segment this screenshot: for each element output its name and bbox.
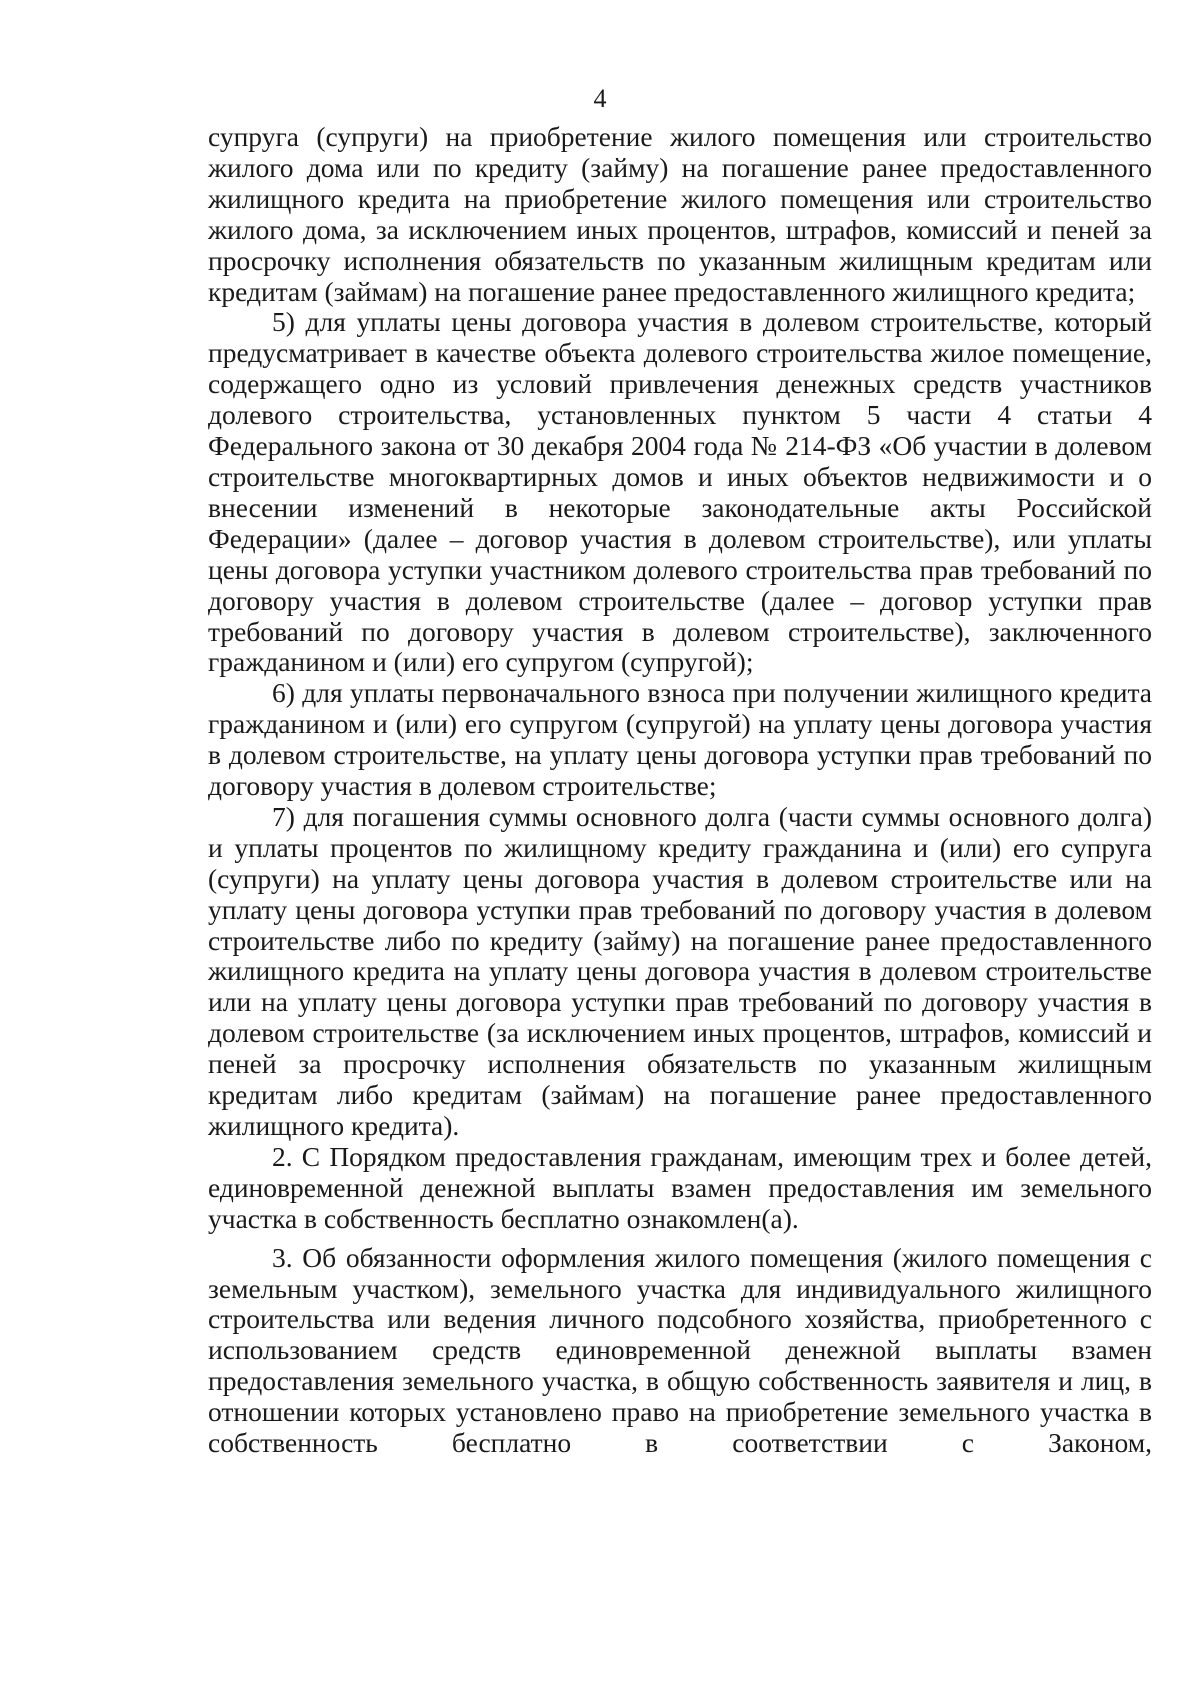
- paragraph-clause-2: 2. С Порядком предоставления гражданам, имеющим трех и более детей, единовременной денежной выплаты взамен предоставления им земельного участка в собственность бесплатно ознакомлен(а).: [208, 1140, 1152, 1234]
- paragraph-item-5: 5) для уплаты цены договора участия в долевом строительстве, который предусматривает в качестве объекта долевого строительства жилое помещение, содержащего одно из условий привлечения денежных средств участников долевого строительства, установленных пунктом 5 части 4 статьи 4 Федерального закона от 30 декабря 2004 года № 214-ФЗ «Об участии в долевом строительстве многоквартирных домов и иных объектов недвижимости и о внесении изменений в некоторые законодательные акты Российской Федерации» (далее – договор участия в долевом строительстве), или уплаты цены договора уступки участником долевого строительства прав требований по договору участия в долевом строительстве (далее – договор уступки прав требований по договору участия в долевом строительстве), заключенного гражданином и (или) его супругом (супругой);: [208, 306, 1152, 678]
- document-body: [208, 122, 1152, 1459]
- paragraph-item-7: 7) для погашения суммы основного долга (части суммы основного долга) и уплаты процентов по жилищному кредиту гражданина и (или) его супруга (супруги) на уплату цены договора участия в долевом строительстве или на уплату цены договора уступки прав требований по договору участия в долевом строительстве либо по кредиту (займу) на погашение ранее предоставленного жилищного кредита на уплату цены договора участия в долевом строительстве или на уплату цены договора уступки прав требований по договору участия в долевом строительстве (за исключением иных процентов, штрафов, комиссий и пеней за просрочку исполнения обязательств по указанным жилищным кредитам либо кредитам (займам) на погашение ранее предоставленного жилищного кредита).: [208, 800, 1152, 1141]
- paragraph-continuation: супруга (супруги) на приобретение жилого помещения или строительство жилого дома или по кредиту (займу) на погашение ранее предоставленного жилищного кредита на приобретение жилого помещения или строительство жилого дома, за исключением иных процентов, штрафов, комиссий и пеней за просрочку исполнения обязательств по указанным жилищным кредитам или кредитам (займам) на погашение ранее предоставленного жилищного кредита;: [208, 121, 1152, 307]
- paragraph-clause-3: 3. Об обязанности оформления жилого помещения (жилого помещения с земельным участком), земельного участка для индивидуального жилищного строительства или ведения личного подсобного хозяйства, приобретенного с использованием средств единовременной денежной выплаты взамен предоставления земельного участка, в общую собственность заявителя и лиц, в отношении которых установлено право на приобретение земельного участка в собственность бесплатно в соответствии с Законом,: [208, 1241, 1152, 1459]
- paragraph-item-6: 6) для уплаты первоначального взноса при получении жилищного кредита гражданином и (или) его супругом (супругой) на уплату цены договора участия в долевом строительстве, на уплату цены договора уступки прав требований по договору участия в долевом строительстве;: [208, 677, 1152, 802]
- page-number: 4: [593, 84, 607, 113]
